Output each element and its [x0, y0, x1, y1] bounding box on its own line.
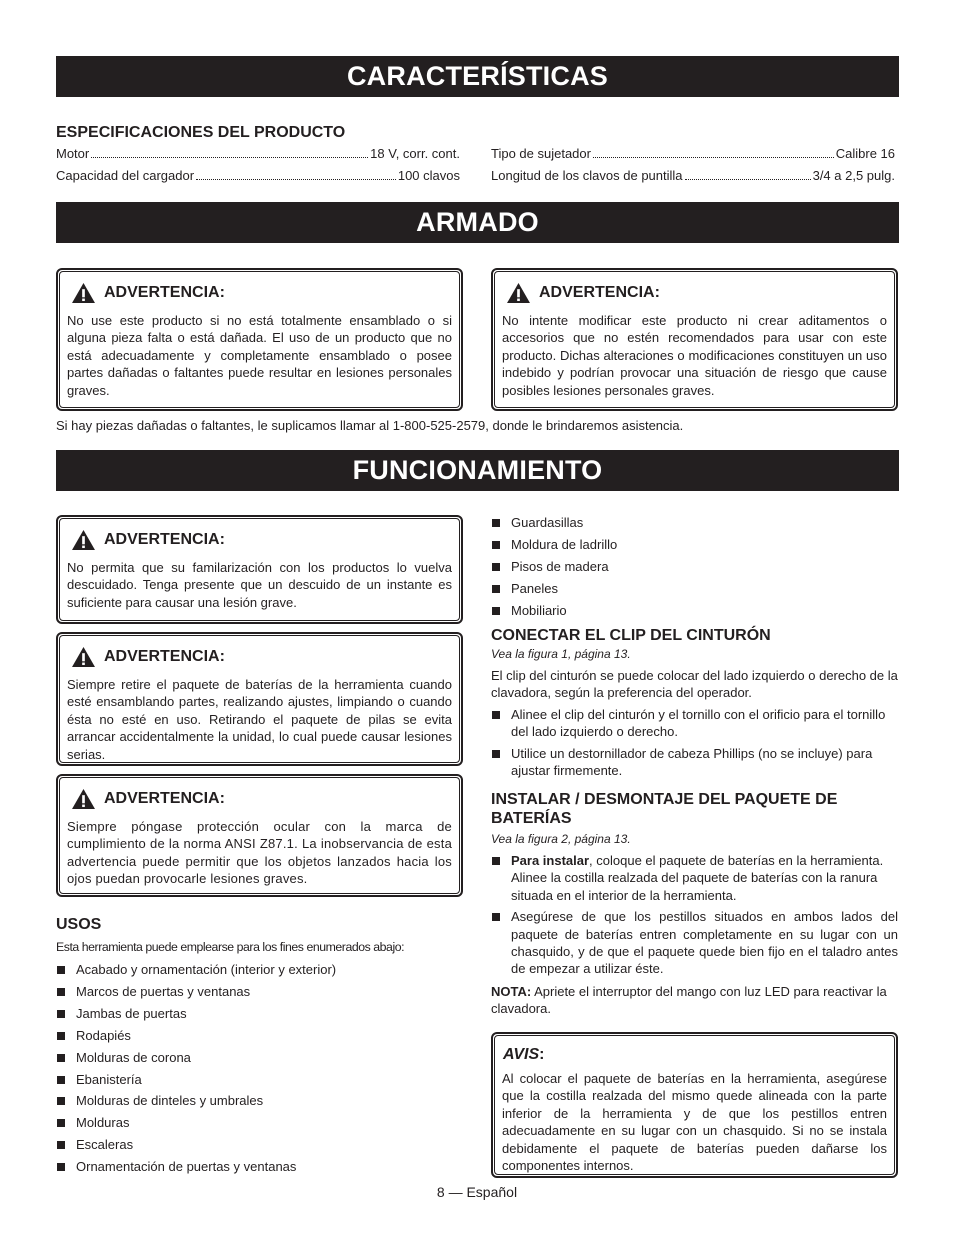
- list-item: Escaleras: [56, 1136, 461, 1153]
- warning-box-modification: [491, 268, 898, 411]
- warning-text: No use este producto si no está totalmente ensamblado o si alguna pieza falta o está dañada. El uso de un producto que no está adecuadamente y completamente ensamblado o posee partes dañadas o faltantes puede resultar en lesiones personales graves.: [67, 313, 452, 398]
- warning-title: ADVERTENCIA:: [104, 648, 225, 665]
- spec-label: Longitud de los clavos de puntilla: [491, 168, 683, 183]
- note-label: NOTA:: [491, 984, 532, 999]
- list-item: Mobiliario: [491, 602, 896, 619]
- spec-row: [491, 146, 895, 161]
- avis-title-wrap: [503, 1046, 544, 1064]
- warning-box-eye-protection: [56, 774, 463, 897]
- spec-row: [56, 146, 460, 161]
- spec-row: [56, 168, 460, 183]
- warning-header: [67, 788, 452, 810]
- warning-text: Siempre póngase protección ocular con la marca de cumplimiento de la norma ANSI Z87.1. La inobservancia de esta advertencia puede permitir que los objetos lanzados hacia los ojos puedan provocarle lesiones graves.: [67, 819, 452, 887]
- belt-clip-steps: [491, 706, 898, 780]
- leader-dots: [91, 157, 368, 158]
- avis-notice-box: [491, 1032, 898, 1178]
- warning-title: ADVERTENCIA:: [104, 790, 225, 807]
- avis-text: Al colocar el paquete de baterías en la herramienta, asegúrese que la costilla realzada del mismo quede alineada con la parte inferior de la herramienta y de que los pestillos entren adecuadamente en su lugar con un chasquido. Si no se instala debidamente el paquete de baterías pueden dañarse los componentes internos.: [502, 1071, 887, 1174]
- leader-dots: [196, 179, 396, 180]
- list-item: Pisos de madera: [491, 558, 896, 575]
- list-item: Rodapiés: [56, 1027, 461, 1044]
- spec-label: Tipo de sujetador: [491, 146, 591, 161]
- warning-triangle-icon: [71, 646, 96, 668]
- warning-triangle-icon: [71, 529, 96, 551]
- specs-heading: ESPECIFICACIONES DEL PRODUCTO: [56, 124, 346, 141]
- warning-text: Siempre retire el paquete de baterías de la herramienta cuando esté ensamblando partes, realizando ajustes, limpiando o cuando ésta no esté en uso. Retirando el paquete de pilas se evita arrancar accidentalmente la unidad, lo cual puede causar lesiones serias.: [67, 677, 452, 762]
- step-text: , coloque el paquete de baterías en la herramienta. Alinee la costilla realzada del paquete de baterías con la ranura situada en el interior de la herramienta.: [511, 853, 884, 903]
- section-title-caracteristicas: CARACTERÍSTICAS: [56, 56, 899, 97]
- figure-reference: Vea la figura 1, página 13.: [491, 647, 631, 661]
- warning-box-carelessness: [56, 515, 463, 624]
- avis-title: AVIS: [503, 1046, 540, 1063]
- warning-title: ADVERTENCIA:: [539, 284, 660, 301]
- usos-intro: Esta herramienta puede emplearse para los fines enumerados abajo:: [56, 940, 405, 954]
- usos-list-continued: [491, 514, 896, 619]
- usos-list: [56, 961, 461, 1176]
- leader-dots: [593, 157, 834, 158]
- warning-header: [67, 282, 452, 304]
- warning-header: [67, 646, 452, 668]
- list-item: Moldura de ladrillo: [491, 536, 896, 553]
- list-item: Molduras de corona: [56, 1049, 461, 1066]
- spec-value: Calibre 16: [835, 146, 895, 161]
- spec-value: 18 V, corr. cont.: [370, 146, 460, 161]
- spec-label: Capacidad del cargador: [56, 168, 195, 183]
- belt-clip-heading: CONECTAR EL CLIP DEL CINTURÓN: [491, 627, 771, 644]
- avis-colon: :: [539, 1046, 545, 1063]
- warning-title: ADVERTENCIA:: [104, 284, 225, 301]
- list-item: Alinee el clip del cinturón y el tornillo con el orificio para el tornillo del lado izquierdo o derecho.: [491, 706, 898, 741]
- spec-value: 100 clavos: [397, 168, 460, 183]
- warning-triangle-icon: [71, 282, 96, 304]
- note-text: Apriete el interruptor del mango con luz LED para reactivar la clavadora.: [491, 984, 887, 1017]
- list-item: Molduras de dinteles y umbrales: [56, 1092, 461, 1109]
- list-item: Guardasillas: [491, 514, 896, 531]
- battery-steps: [491, 852, 898, 978]
- belt-clip-intro: El clip del cinturón se puede colocar del lado izquierdo o derecho de la clavadora, según la preferencia del operador.: [491, 668, 898, 701]
- page-footer: 8 — Español: [436, 1184, 518, 1200]
- list-item: Molduras: [56, 1114, 461, 1131]
- usos-heading: USOS: [56, 916, 102, 933]
- warning-triangle-icon: [506, 282, 531, 304]
- avis-header: [502, 1046, 887, 1064]
- list-item: [491, 852, 898, 904]
- list-item: Ornamentación de puertas y ventanas: [56, 1158, 461, 1175]
- step-bold-label: Para instalar: [511, 853, 590, 868]
- section-title-funcionamiento: FUNCIONAMIENTO: [56, 450, 899, 491]
- warning-text: No permita que su familarización con los productos lo vuelva descuidado. Tenga presente que un descuido de un instante es suficiente para causar una lesión grave.: [67, 560, 452, 610]
- warning-triangle-icon: [71, 788, 96, 810]
- list-item: Ebanistería: [56, 1071, 461, 1088]
- spec-row: [491, 168, 895, 183]
- spec-label: Motor: [56, 146, 90, 161]
- warning-header: [502, 282, 887, 304]
- warning-header: [67, 529, 452, 551]
- list-item: Acabado y ornamentación (interior y exterior): [56, 961, 461, 978]
- figure-reference: Vea la figura 2, página 13.: [491, 832, 631, 846]
- missing-parts-note: Si hay piezas dañadas o faltantes, le suplicamos llamar al 1-800-525-2579, donde le brindaremos asistencia.: [56, 418, 684, 433]
- list-item: Asegúrese de que los pestillos situados en ambos lados del paquete de baterías entren completamente en su lugar con un chasquido, y de que el paquete quede bien fijo en el taladro antes de empezar a utilizar éste.: [491, 908, 898, 978]
- battery-heading: INSTALAR / DESMONTAJE DEL PAQUETE DE BATERÍAS: [491, 791, 838, 827]
- warning-title: ADVERTENCIA:: [104, 531, 225, 548]
- section-title-armado: ARMADO: [56, 202, 899, 243]
- list-item: Utilice un destornillador de cabeza Phillips (no se incluye) para ajustar firmemente.: [491, 745, 898, 780]
- warning-text: No intente modificar este producto ni crear aditamentos o accesorios que no estén recomendados para usar con este producto. Dichas alteraciones o modificaciones constituyen un uso indebido y podrían provocar una situación de riesgo que cause posibles lesiones personales graves.: [502, 313, 887, 398]
- spec-value: 3/4 a 2,5 pulg.: [812, 168, 895, 183]
- leader-dots: [685, 179, 811, 180]
- battery-note: [491, 983, 898, 1018]
- warning-box-assembly: [56, 268, 463, 411]
- list-item: Marcos de puertas y ventanas: [56, 983, 461, 1000]
- list-item: Paneles: [491, 580, 896, 597]
- warning-box-battery-removal: [56, 632, 463, 766]
- list-item: Jambas de puertas: [56, 1005, 461, 1022]
